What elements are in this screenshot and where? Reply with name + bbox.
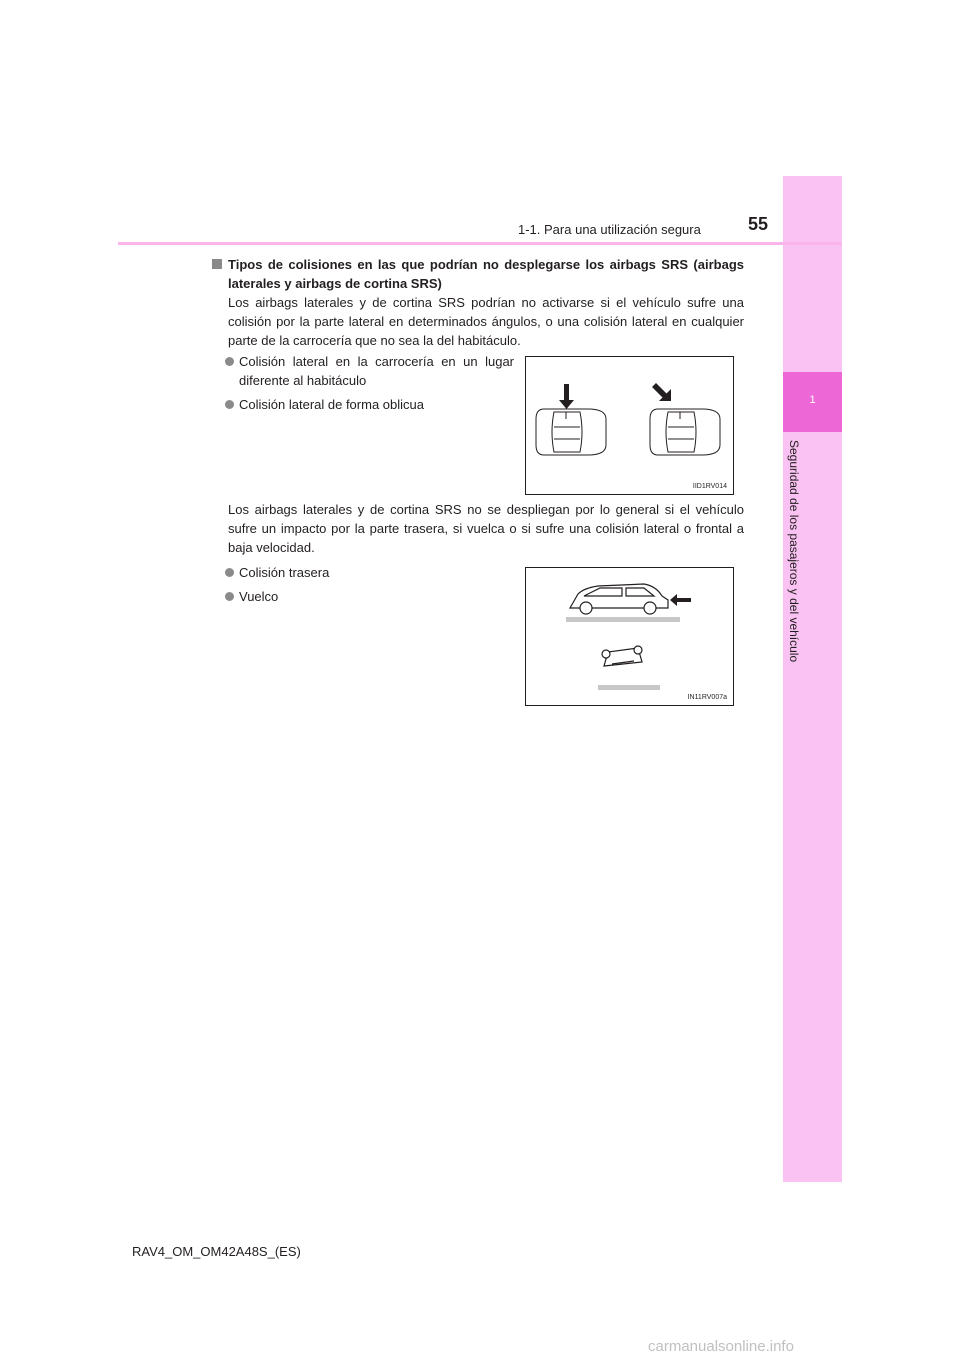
rolled-car [602,646,642,666]
bullet-list-2 [224,563,514,611]
section-header: 1-1. Para una utilización segura [518,222,701,237]
bullet-list-1 [224,352,514,419]
paragraph-1: Los airbags laterales y de cortina SRS podrían no activarse si el vehículo sufre una colisión por la parte lateral en determinados ángulos, o una colisión lateral en cualquier parte de la carrocería que no sea la del habitáculo. [228,295,744,348]
document-code: RAV4_OM_OM42A48S_(ES) [132,1244,301,1259]
circle-bullet-icon [225,400,234,409]
header-rule [118,242,842,245]
ground-strip [598,685,660,690]
section-heading [212,255,744,293]
figure-rear-rollover [525,567,734,706]
list-item: Colisión lateral de forma oblicua [224,395,514,414]
left-arrow-icon [670,594,691,606]
car-top-view-illustration [526,357,733,494]
down-arrow-icon [559,384,574,409]
circle-bullet-icon [225,568,234,577]
watermark: carmanualsonline.info [648,1338,794,1355]
figure-code: IID1RV014 [692,483,727,490]
square-bullet-icon [212,259,222,269]
paragraph-2: Los airbags laterales y de cortina SRS no se despliegan por lo general si el vehículo sufre un impacto por la parte trasera, si vuelca o si sufre una colisión lateral o frontal a baja velocidad. [228,502,744,555]
car-2 [650,409,720,455]
car-1 [536,409,606,455]
circle-bullet-icon [225,592,234,601]
section-title: Tipos de colisiones en las que podrían no desplegarse los airbags SRS (airbags laterales y airbags de cortina SRS) [228,257,744,291]
list-item: Colisión trasera [224,563,514,582]
chapter-title: Seguridad de los pasajeros y del vehículo [787,440,801,663]
section-heading-block [212,255,744,293]
list-item: Vuelco [224,587,514,606]
rear-and-rollover-illustration [526,568,733,705]
list-item: Colisión lateral en la carrocería en un lugar diferente al habitáculo [224,352,514,390]
circle-bullet-icon [225,357,234,366]
ground-strip [566,617,680,622]
page-number: 55 [748,214,769,234]
suv-side-view [570,584,668,614]
figure-side-collision [525,356,734,495]
chapter-number: 1 [783,372,842,432]
diagonal-arrow-icon [652,383,671,401]
figure-code: IN11RV007a [687,694,727,701]
